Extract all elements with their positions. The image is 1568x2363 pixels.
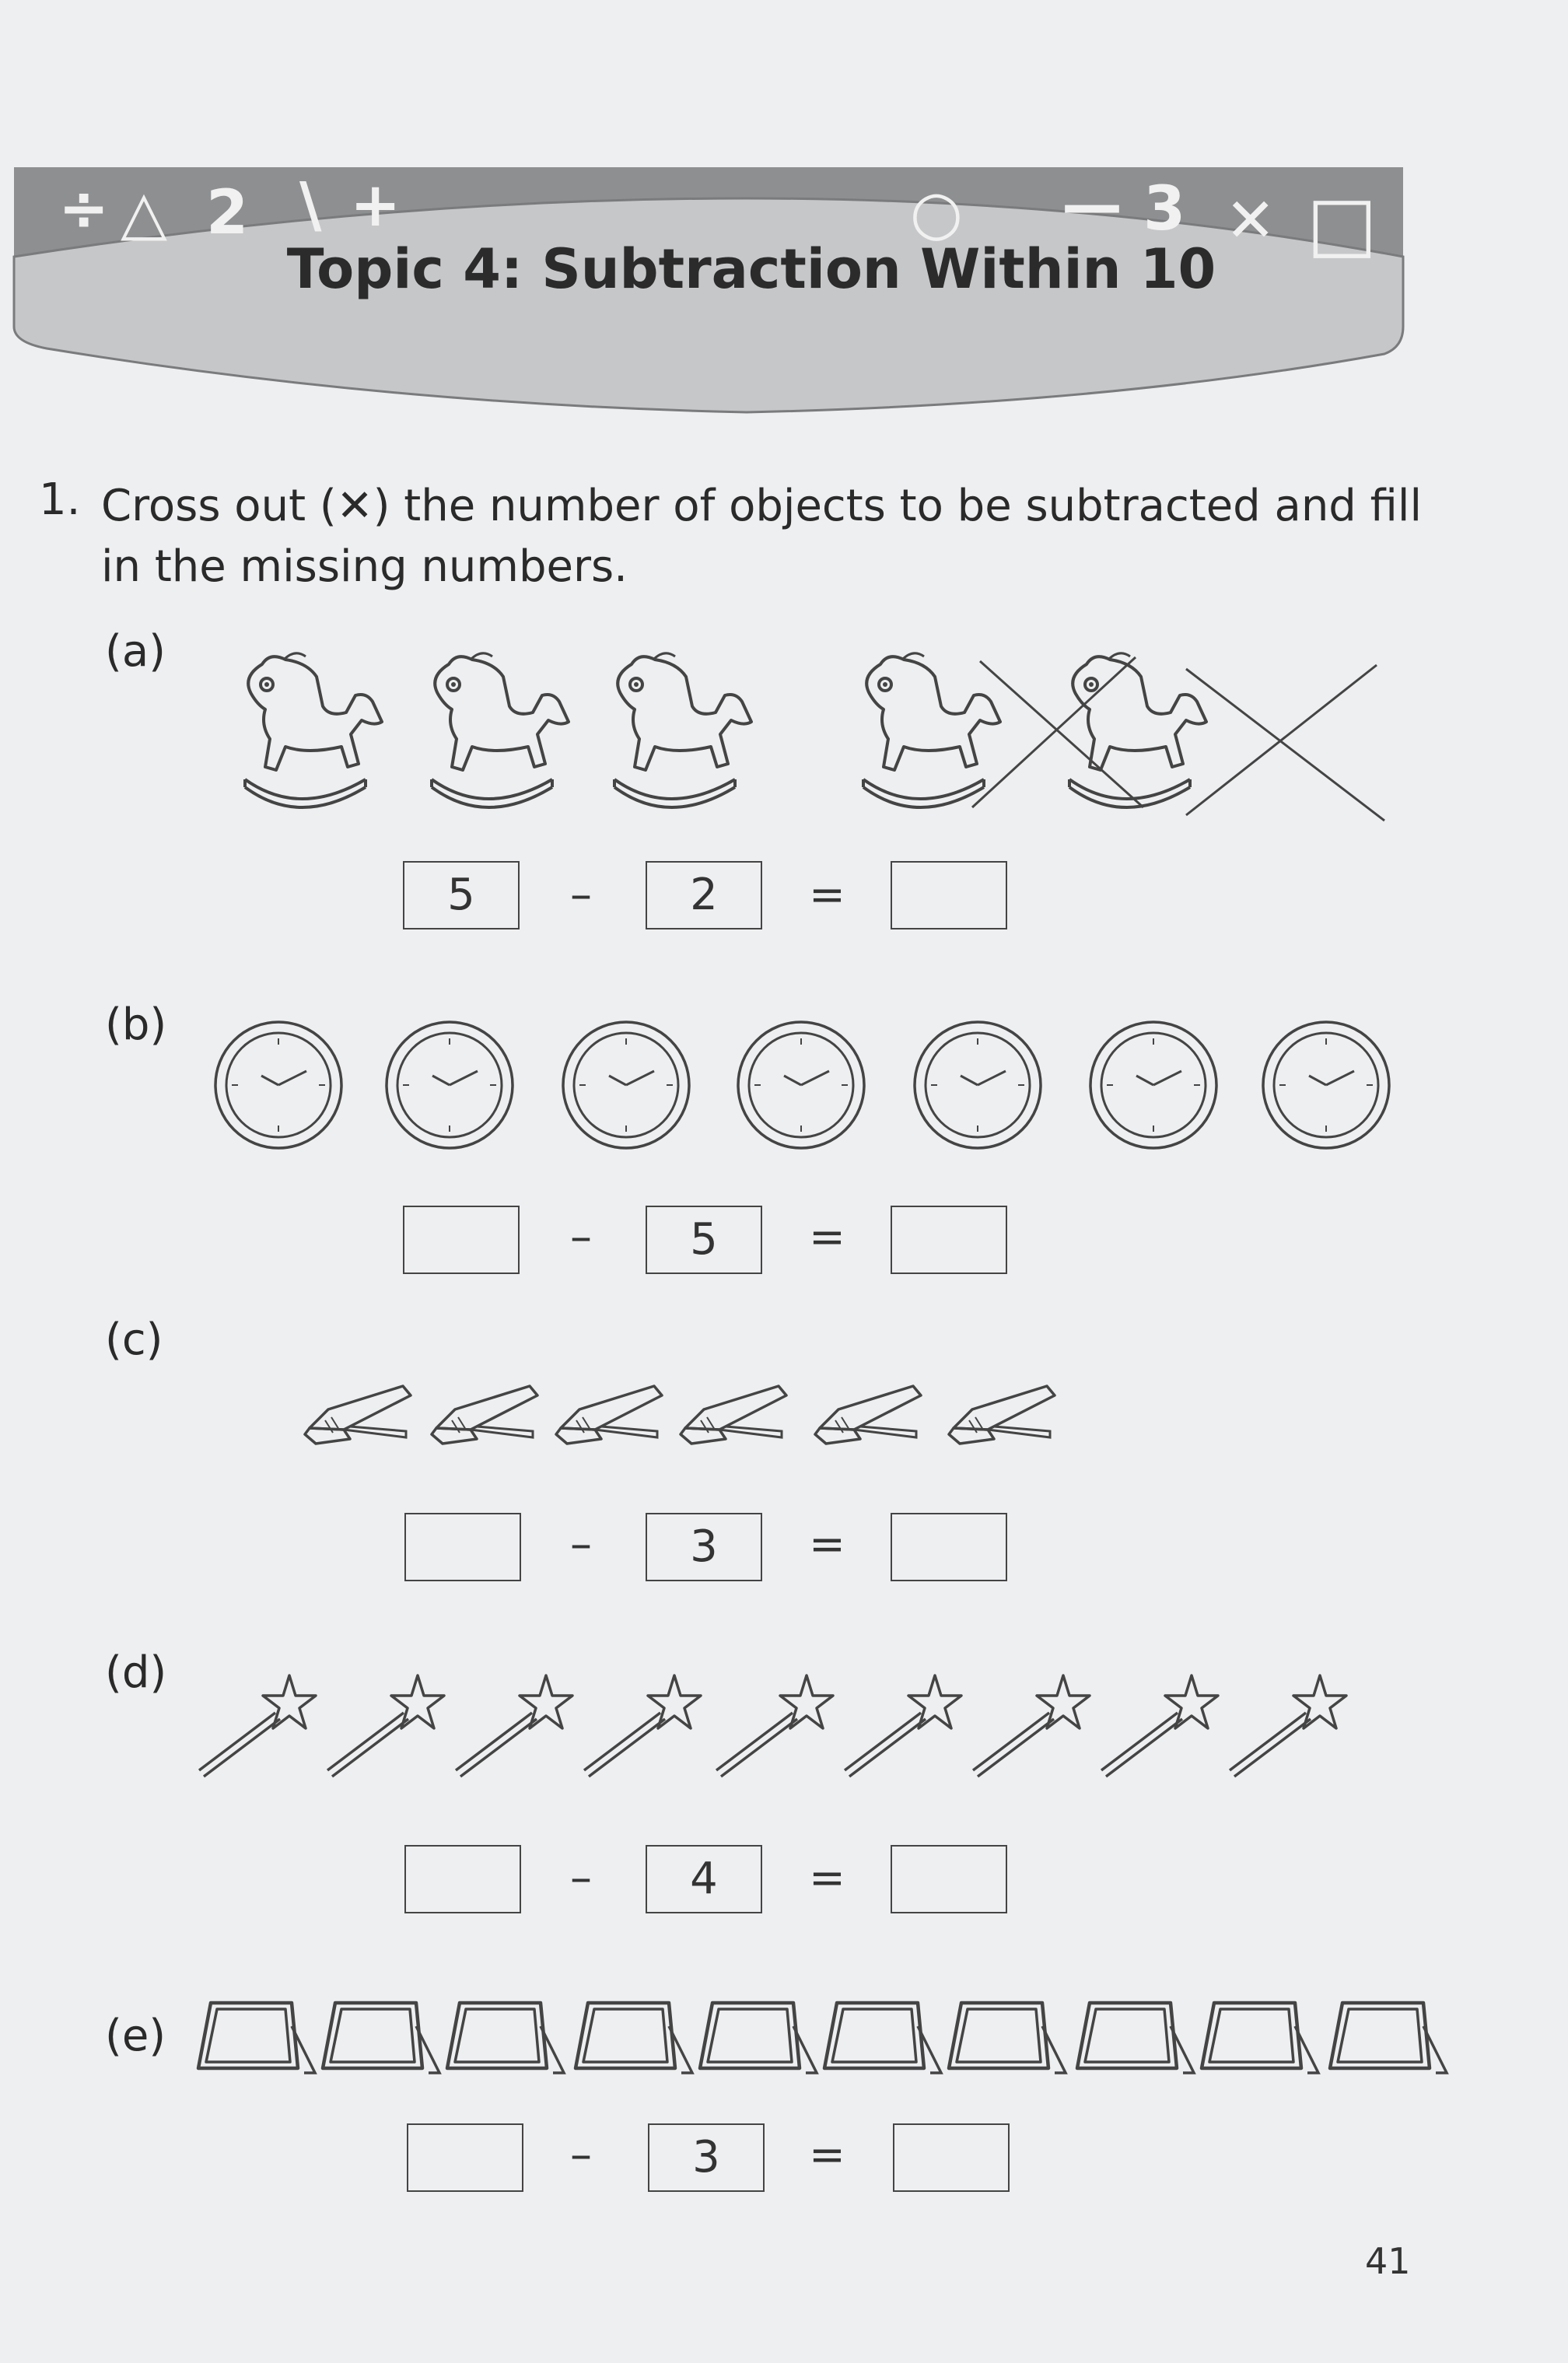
cross-out-mark (972, 657, 1136, 807)
eq-b-minus: – (570, 1212, 592, 1262)
part-c-label: (c) (105, 1315, 163, 1365)
circle-symbol: ○ (910, 178, 964, 248)
plus-symbol: + (350, 170, 401, 240)
eq-e-right-box[interactable]: 3 (648, 2123, 765, 2192)
part-a-label: (a) (105, 626, 166, 677)
page-title: Topic 4: Subtraction Within 10 (286, 237, 1216, 301)
division-symbol: ÷ (58, 174, 110, 244)
part-d-label: (d) (105, 1647, 167, 1698)
eq-e-left-box[interactable] (407, 2123, 523, 2192)
square-symbol: □ (1307, 180, 1377, 267)
slash-symbol: \ (299, 170, 322, 240)
question-number: 1. (39, 474, 81, 525)
peg-row (305, 1386, 1055, 1444)
eq-b-equals: = (809, 1212, 845, 1262)
eq-b-answer-box[interactable] (891, 1206, 1007, 1274)
wand-row (199, 1675, 1346, 1777)
cross-out-mark (1186, 669, 1384, 821)
eq-c-answer-box[interactable] (891, 1513, 1007, 1581)
rocking-horse-row (245, 653, 1384, 821)
eq-a-minus: – (570, 870, 592, 920)
eq-c-equals: = (809, 1519, 845, 1570)
eq-a-answer-box[interactable] (891, 861, 1007, 929)
eq-c-left-box[interactable] (404, 1513, 521, 1581)
eq-d-equals: = (809, 1853, 845, 1903)
cross-out-mark (980, 661, 1143, 807)
eq-d-right-box[interactable]: 4 (646, 1845, 762, 1913)
eq-e-equals: = (809, 2130, 845, 2180)
eq-c-right-box[interactable]: 3 (646, 1513, 762, 1581)
eq-a-left-box[interactable]: 5 (403, 861, 520, 929)
part-e-label: (e) (105, 2011, 166, 2061)
page-number: 41 (1365, 2240, 1411, 2282)
frame-row (198, 2003, 1447, 2073)
eq-c-minus: – (570, 1519, 592, 1570)
question-instruction: Cross out (✕) the number of objects to be subtracted and fill in the missing numbers. (101, 481, 1423, 592)
triangle-symbol: △ (121, 178, 167, 248)
two-symbol: 2 (206, 178, 249, 248)
three-symbol: 3 (1143, 174, 1186, 244)
eq-e-minus: – (570, 2130, 592, 2180)
eq-d-minus: – (570, 1853, 592, 1903)
eq-b-right-box[interactable]: 5 (646, 1206, 762, 1274)
dash-symbol: — (1062, 170, 1122, 240)
clock-row (215, 1022, 1389, 1148)
eq-a-right-box[interactable]: 2 (646, 861, 762, 929)
eq-d-left-box[interactable] (404, 1845, 521, 1913)
eq-d-answer-box[interactable] (891, 1845, 1007, 1913)
eq-a-equals: = (809, 870, 845, 920)
eq-e-answer-box[interactable] (893, 2123, 1010, 2192)
times-symbol: ✕ (1225, 186, 1276, 256)
part-b-label: (b) (105, 999, 167, 1050)
eq-b-left-box[interactable] (403, 1206, 520, 1274)
